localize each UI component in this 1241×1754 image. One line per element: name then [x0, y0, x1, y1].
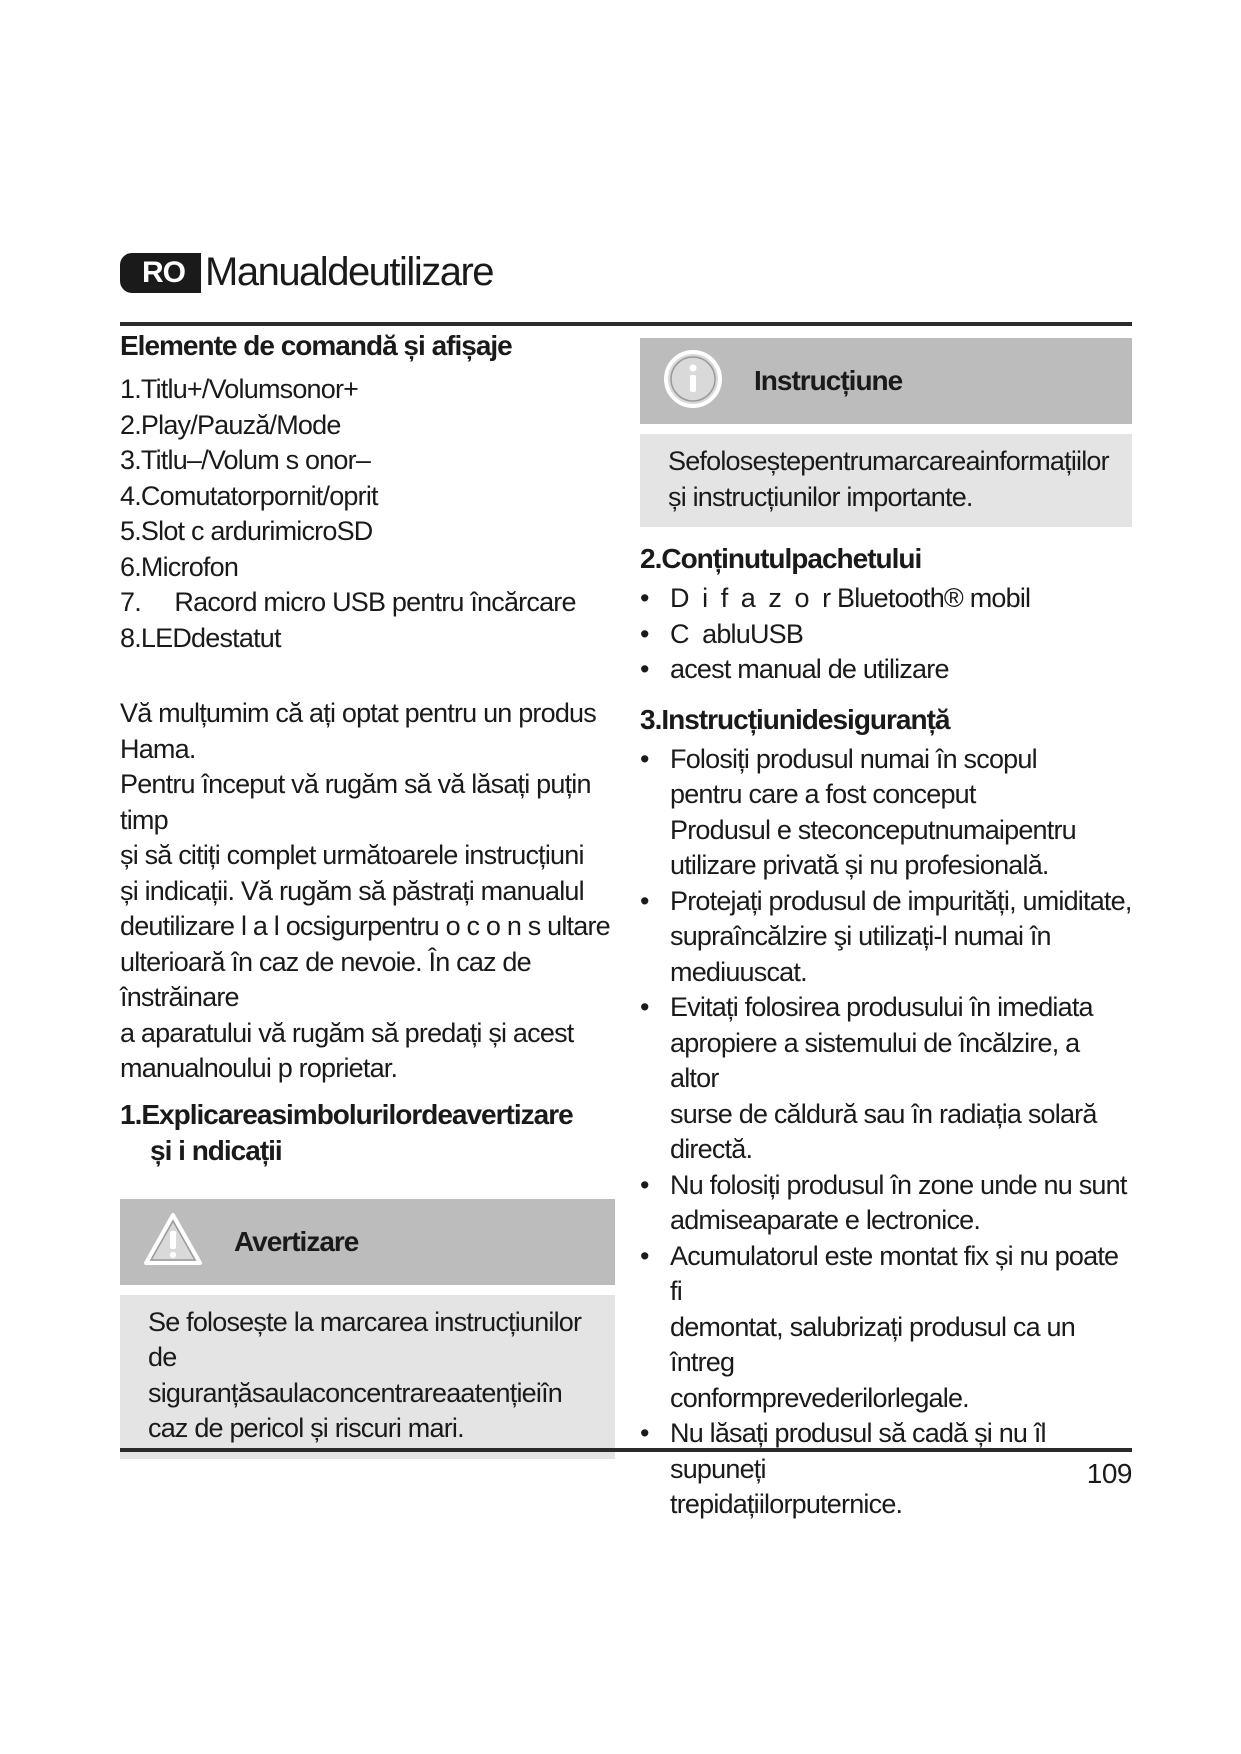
- controls-item: 8.LEDdestatut: [120, 622, 281, 653]
- section1-heading: [120, 1097, 615, 1169]
- info-label: Instrucțiune: [754, 365, 903, 396]
- intro-line: manualnoului p roprietar.: [120, 1053, 398, 1083]
- info-circle-icon: [662, 348, 724, 415]
- warning-line: Se folosește la marcarea instrucțiunilor de: [148, 1306, 582, 1372]
- bottom-divider: [120, 1448, 1132, 1452]
- list-item: • Nu folosiți produsul în zone unde nu sunt admiseaparate e lectronice.: [640, 1168, 1132, 1239]
- controls-item: 3.Titlu–/Volum s onor–: [120, 445, 371, 475]
- warning-label: Avertizare: [234, 1225, 359, 1257]
- intro-line: Hama.: [120, 733, 196, 764]
- warning-box: [120, 1199, 615, 1459]
- language-badge: RO: [120, 253, 201, 293]
- intro-line: Pentru început vă rugăm să vă lăsați puțin timp: [120, 769, 591, 835]
- page-number: 109: [1086, 1458, 1132, 1489]
- package-contents-list: [640, 581, 1132, 688]
- controls-item: 5.Slot c ardurimicroSD: [120, 516, 373, 546]
- page-title: Manualdeutilizare: [205, 250, 494, 294]
- info-box: [640, 338, 1132, 527]
- left-column: [120, 328, 615, 1459]
- right-column: [640, 328, 1132, 1523]
- controls-title: Elemente de comandă și afișaje: [120, 330, 512, 361]
- warning-box-header: [120, 1199, 615, 1285]
- controls-item: 2.Play/Pauză/Mode: [120, 409, 341, 440]
- list-item: • Acumulatorul este montat fix și nu poate fi demontat, salubrizați produsul ca un întreg conformprevederilorlegale.: [640, 1239, 1132, 1417]
- page-header: [120, 250, 493, 295]
- intro-line: deutilizare l a l ocsigurpentru o c o n s ultare: [120, 911, 610, 941]
- intro-paragraph: [120, 696, 615, 1087]
- section1-line: 1.Explicareasimbolurilordeavertizare: [120, 1098, 573, 1130]
- section1-line: și i ndicații: [150, 1134, 282, 1166]
- list-item: • Folosiți produsul numai în scopul pentru care a fost conceput Produsul e steconceputnumaipentru utilizare privată și nu profesională.: [640, 742, 1132, 884]
- warning-line: caz de pericol și riscuri mari.: [148, 1413, 464, 1443]
- controls-item: 6.Microfon: [120, 551, 239, 582]
- warning-triangle-icon: [142, 1211, 204, 1272]
- intro-line: și să citiți complet următoarele instrucțiuni: [120, 840, 584, 870]
- warning-line: siguranțăsaulaconcentrareaatențieiîn: [148, 1377, 562, 1408]
- intro-line: ulterioară în caz de nevoie. În caz de înstrăinare: [120, 946, 531, 1012]
- intro-line: Vă mulțumim că ați optat pentru un produs: [120, 698, 596, 728]
- intro-line: și indicații. Vă rugăm să păstrați manualul: [120, 875, 584, 906]
- list-item: • C abluUSB: [640, 617, 1132, 653]
- list-item: • Nu lăsați produsul să cadă și nu îl supuneți trepidațiilorputernice.: [640, 1416, 1132, 1523]
- section2-title: 2.Conținutulpachetului: [640, 543, 922, 574]
- list-item: • Evitați folosirea produsului în imediata apropiere a sistemului de încălzire, a altor surse de căldură sau în radiația solară directă.: [640, 990, 1132, 1168]
- section3-title: 3.Instrucțiunidesiguranță: [640, 703, 950, 735]
- list-item: • Protejați produsul de impurități, umiditate, supraîncălzire şi utilizați-l numai în mediuuscat.: [640, 884, 1132, 991]
- warning-box-body: [120, 1295, 615, 1459]
- controls-item: 1.Titlu+/Volumsonor+: [120, 374, 359, 404]
- info-box-body: [640, 434, 1132, 527]
- list-item: • D i f a z o r Bluetooth® mobil: [640, 581, 1132, 617]
- info-box-header: [640, 338, 1132, 424]
- top-divider: [120, 322, 1132, 326]
- controls-list: [120, 372, 615, 656]
- intro-line: a aparatului vă rugăm să predați și acest: [120, 1017, 574, 1048]
- safety-list: [640, 742, 1132, 1523]
- info-line: Sefoloseștepentrumarcareainformațiilor: [668, 446, 1109, 476]
- controls-item: 7. Racord micro USB pentru încărcare: [120, 587, 576, 617]
- controls-item: 4.Comutatorpornit/oprit: [120, 480, 378, 511]
- info-line: și instrucțiunilor importante.: [668, 481, 973, 512]
- list-item: • acest manual de utilizare: [640, 652, 1132, 688]
